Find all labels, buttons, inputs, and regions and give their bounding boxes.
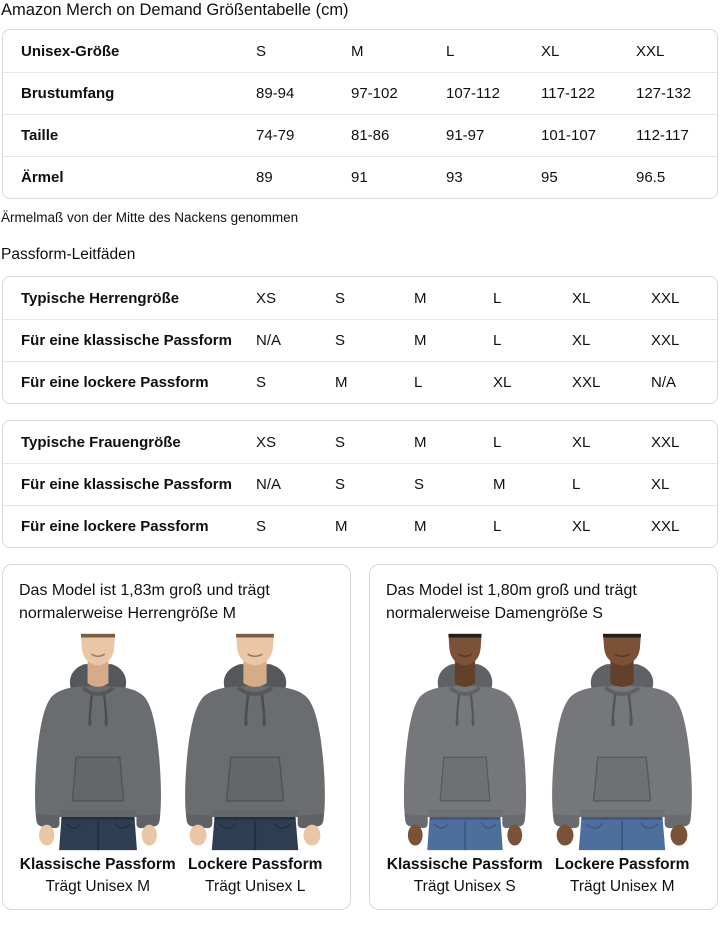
cell: 117-122 (541, 85, 595, 102)
row-label: Für eine lockere Passform (21, 518, 209, 535)
header-cell: L (446, 42, 455, 60)
photo-loose-fit (544, 631, 702, 897)
table-row-chest (3, 72, 717, 114)
cell: S (335, 332, 346, 349)
row-label: Für eine klassische Passform (21, 476, 232, 493)
cell: M (493, 476, 506, 493)
cell: N/A (256, 476, 282, 493)
cell: N/A (651, 374, 677, 391)
cell: L (493, 433, 502, 451)
cell: 107-112 (446, 85, 500, 102)
cell: 89 (256, 169, 273, 186)
table-row-typical-mens-size (3, 277, 717, 319)
cell: XXL (651, 332, 680, 349)
header-cell: XXL (636, 42, 665, 60)
cell: XL (572, 289, 591, 307)
cell: S (414, 476, 425, 493)
cell: XXL (572, 374, 601, 391)
photo-classic-fit (19, 631, 177, 897)
cell: M (414, 289, 427, 307)
cell: 127-132 (636, 85, 692, 102)
cell: S (335, 433, 346, 451)
table-row-waist (3, 114, 717, 156)
row-label: Taille (21, 127, 59, 144)
caption (387, 855, 543, 897)
size-label: Trägt Unisex L (205, 878, 306, 895)
model-description: Das Model ist 1,83m groß und trägt normalerweise Herrengröße M (19, 582, 270, 622)
cell: N/A (256, 332, 282, 349)
fit-guides-title: Passform-Leitfäden (1, 246, 136, 263)
header-cell: S (256, 42, 267, 60)
cell: XL (493, 374, 512, 391)
photo-loose-fit (177, 631, 335, 897)
table-header-row (3, 30, 717, 72)
cell: 95 (541, 169, 558, 186)
sleeve-measure-footnote: Ärmelmaß von der Mitte des Nackens genommen (1, 210, 299, 225)
model-cards-row (2, 564, 718, 910)
cell: 97-102 (351, 85, 398, 102)
mens-fit-table (2, 276, 718, 404)
unisex-size-table (2, 29, 718, 199)
row-label: Typische Frauengröße (21, 433, 181, 451)
cell: M (414, 433, 427, 451)
caption (188, 855, 322, 897)
cell: 81-86 (351, 127, 390, 144)
cell: L (493, 332, 502, 349)
caption (555, 855, 689, 897)
cell: XL (651, 476, 670, 493)
cell: XL (572, 518, 591, 535)
photos-row (19, 631, 334, 897)
table-row-typical-womens-size (3, 421, 717, 463)
cell: L (572, 476, 581, 493)
cell: XXL (651, 289, 680, 307)
cell: S (335, 289, 346, 307)
male-model-classic-photo (22, 631, 174, 853)
cell: M (335, 374, 348, 391)
male-model-card (2, 564, 351, 910)
cell: M (335, 518, 348, 535)
row-label: Brustumfang (21, 85, 115, 102)
cell: 93 (446, 169, 463, 186)
female-model-loose-photo (546, 631, 698, 853)
row-label: Für eine klassische Passform (21, 332, 232, 349)
header-cell: M (351, 42, 364, 60)
cell: XL (572, 332, 591, 349)
fit-label: Lockere Passform (555, 856, 690, 873)
header-cell: Unisex-Größe (21, 42, 120, 60)
size-label: Trägt Unisex M (569, 878, 675, 895)
fit-label: Lockere Passform (188, 856, 323, 873)
cell: XXL (651, 433, 680, 451)
female-model-card (369, 564, 718, 910)
cell: 96.5 (636, 169, 666, 186)
cell: 89-94 (256, 85, 295, 102)
cell: 112-117 (636, 127, 689, 144)
row-label: Für eine lockere Passform (21, 374, 209, 391)
cell: 91 (351, 169, 368, 186)
cell: 74-79 (256, 127, 295, 144)
size-label: Trägt Unisex M (45, 878, 150, 895)
cell: L (493, 518, 502, 535)
size-label: Trägt Unisex S (413, 878, 516, 895)
table-row-classic-fit (3, 319, 717, 361)
female-model-classic-photo (389, 631, 541, 853)
row-label: Ärmel (21, 169, 64, 186)
cell: M (414, 332, 427, 349)
header-cell: XL (541, 42, 560, 60)
fit-label: Klassische Passform (386, 856, 543, 873)
cell: S (335, 476, 346, 493)
cell: 91-97 (446, 127, 485, 144)
photos-row (386, 631, 701, 897)
cell: S (256, 518, 267, 535)
model-description: Das Model ist 1,80m groß und trägt normalerweise Damengröße S (386, 582, 637, 622)
cell: L (493, 289, 502, 307)
cell: L (414, 374, 423, 391)
cell: XL (572, 433, 591, 451)
row-label: Typische Herrengröße (21, 289, 180, 307)
cell: 101-107 (541, 127, 597, 144)
cell: M (414, 518, 427, 535)
cell: XS (256, 433, 277, 451)
cell: XS (256, 289, 277, 307)
fit-label: Klassische Passform (19, 856, 176, 873)
womens-fit-table (2, 420, 718, 548)
table-row-loose-fit (3, 361, 717, 403)
table-row-loose-fit (3, 505, 717, 547)
caption (20, 855, 176, 897)
photo-classic-fit (386, 631, 544, 897)
table-row-classic-fit (3, 463, 717, 505)
male-model-loose-photo (179, 631, 331, 853)
cell: S (256, 374, 267, 391)
page-title: Amazon Merch on Demand Größentabelle (cm) (1, 1, 349, 19)
cell: XXL (651, 518, 680, 535)
table-row-sleeve (3, 156, 717, 198)
